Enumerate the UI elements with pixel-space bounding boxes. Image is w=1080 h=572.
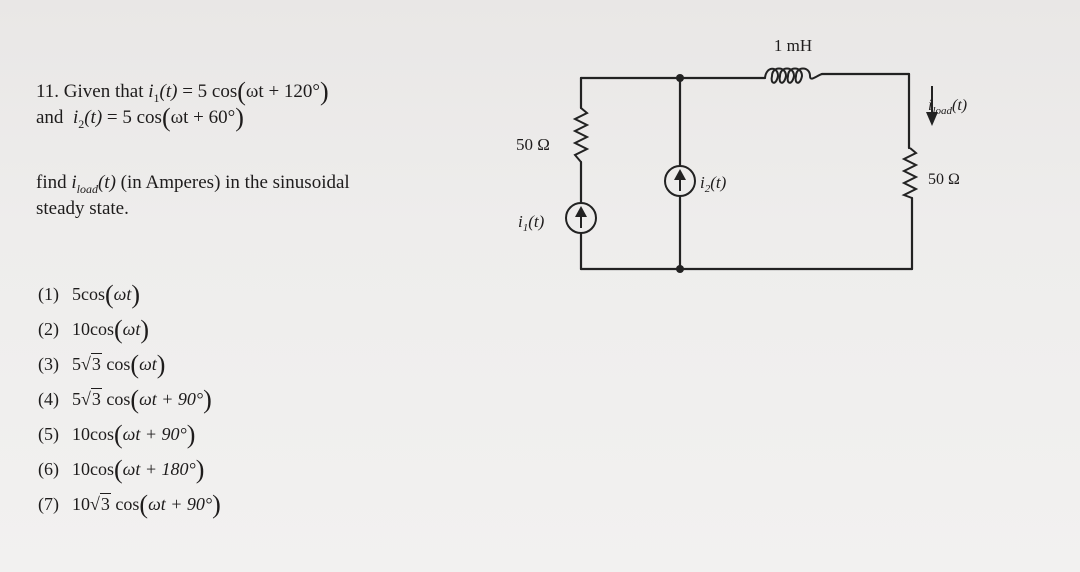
right-resistor-label: 50 Ω [928,171,960,188]
eq1-rhs: = 5 cos [182,81,238,102]
inductor-label: 1 mH [773,36,813,55]
junction-bottom [676,265,684,273]
source-1-label: $i_1(t)$ [518,212,545,234]
left-resistor-label: 50 Ω [516,135,550,154]
given-prefix: Given that [63,81,144,102]
iload-expression: $i_{load}(t)$ [71,172,116,196]
option-3: (3) 5√3 cos(ωt) [38,350,166,379]
eq2-rhs: = 5 cos [106,107,162,128]
and-line: and $i_2(t) = 5$ cos(ωt + 60°) [36,103,244,132]
option-5: (5) 10cos(ωt + 90°) [38,420,196,449]
eq1-argument: ωt + 120° [245,81,321,102]
find-word: find [36,172,67,193]
left-resistor [575,108,587,162]
option-4: (4) 5√3 cos(ωt + 90°) [38,385,212,414]
question-number: 11. [36,81,60,102]
load-current-label: $i_{load}(t)$ [928,97,968,117]
current-source-2 [665,166,695,196]
right-branch-wire [909,74,912,269]
i1-expression: $i_1(t)$ [148,81,178,105]
inductor [765,69,822,83]
and-word: and [36,107,64,128]
i2-expression: $i_2(t)$ [72,107,103,131]
right-resistor [904,148,916,198]
source-2-label: $i_2(t)$ [700,173,727,195]
junction-top [676,74,684,82]
find-line-2: steady state. [36,198,129,219]
option-1: (1) 5cos(ωt) [38,280,141,309]
eq2-argument: ωt + 60° [170,107,236,128]
current-source-1 [566,203,596,233]
given-line: 11. Given that $i_1(t) = 5$ cos(ωt + 120°) [36,77,329,106]
option-6: (6) 10cos(ωt + 180°) [38,455,205,484]
top-wire [581,74,909,78]
option-7: (7) 10√3 cos(ωt + 90°) [38,490,221,519]
find-rest: (in Amperes) in the sinusoidal [120,172,350,193]
option-2: (2) 10cos(ωt) [38,315,150,344]
